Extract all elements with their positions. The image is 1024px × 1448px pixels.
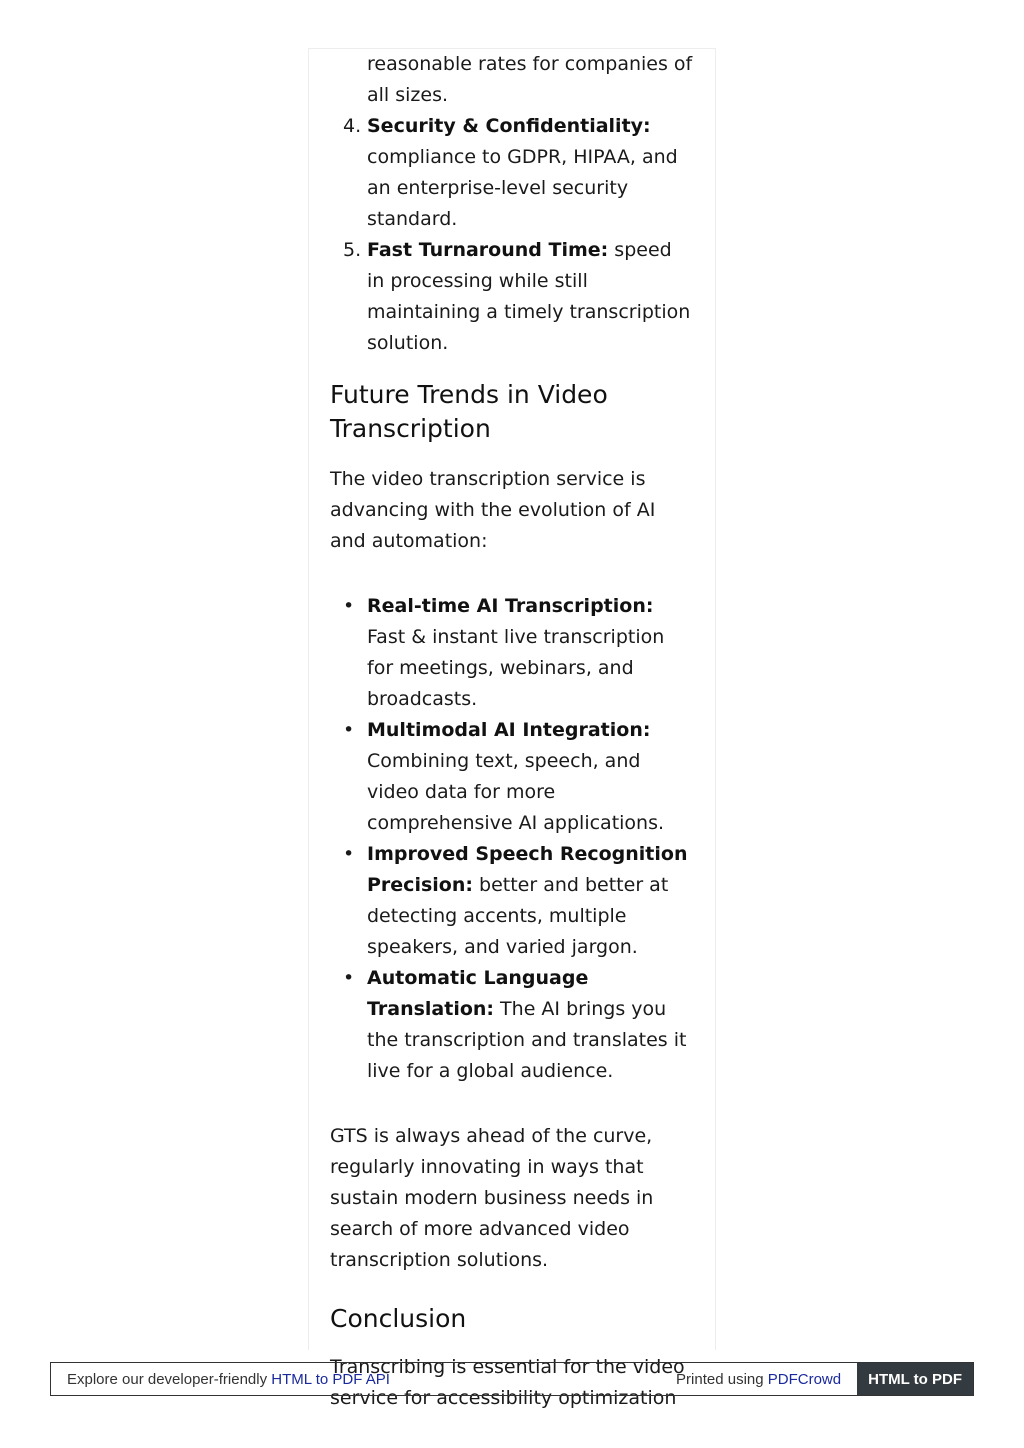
footer-printed	[676, 1371, 857, 1388]
list-item-title: Automatic Language Translation:	[367, 967, 589, 1020]
bullet-icon: •	[343, 843, 355, 865]
list-item-title: Improved Speech Recognition Precision:	[367, 843, 688, 896]
list-item-title: Security & Confidentiality:	[367, 115, 651, 137]
pdfcrowd-link[interactable]: PDFCrowd	[767, 1370, 842, 1388]
item-continuation-text: reasonable rates for companies of all sizes.	[367, 53, 693, 106]
list-item-text: compliance to GDPR, HIPAA, and an enterprise-level security standard.	[367, 146, 678, 230]
bullet-icon: •	[343, 719, 355, 741]
list-item-text: speed in processing while still maintaining a timely transcription solution.	[367, 239, 691, 354]
list-number: 4.	[343, 115, 362, 137]
conclusion-paragraph: Transcribing is essential for the video service for accessibility optimization	[330, 1356, 685, 1409]
list-number: 5.	[343, 239, 362, 261]
list-item	[343, 839, 693, 963]
list-item	[343, 235, 693, 359]
numbered-list-continued	[330, 49, 693, 359]
gts-paragraph: GTS is always ahead of the curve, regularly innovating in ways that sustain modern business needs in search of more advanced video transcription solutions.	[330, 1125, 654, 1271]
conclusion-heading: Conclusion	[330, 1304, 467, 1333]
bullet-icon: •	[343, 967, 355, 989]
pdf-footer-bar	[50, 1362, 974, 1396]
list-item	[343, 591, 693, 715]
list-item-text: The AI brings you the transcription and translates it live for a global audience.	[367, 998, 687, 1082]
html-to-pdf-badge[interactable]: HTML to PDF	[857, 1363, 973, 1395]
list-item	[343, 111, 693, 235]
list-item-text: Combining text, speech, and video data for more comprehensive AI applications.	[367, 750, 665, 834]
bullet-icon: •	[343, 595, 355, 617]
future-intro-paragraph: The video transcription service is advancing with the evolution of AI and automation:	[330, 468, 656, 552]
list-item-title: Real-time AI Transcription:	[367, 595, 654, 617]
trends-list	[330, 591, 693, 1087]
list-item-title: Fast Turnaround Time:	[367, 239, 609, 261]
list-item-text: better and better at detecting accents, multiple speakers, and varied jargon.	[367, 874, 669, 958]
footer-explore	[51, 1371, 676, 1388]
future-trends-heading: Future Trends in Video Transcription	[330, 380, 608, 443]
html-to-pdf-api-link[interactable]: HTML to PDF API	[271, 1370, 390, 1388]
list-item-title: Multimodal AI Integration:	[367, 719, 651, 741]
list-item-text: Fast & instant live transcription for meetings, webinars, and broadcasts.	[367, 626, 665, 710]
list-item	[343, 963, 693, 1087]
footer-printed-text: Printed using	[676, 1370, 768, 1388]
footer-explore-text: Explore our developer-friendly	[67, 1370, 272, 1388]
list-item-continuation	[367, 49, 693, 111]
list-item	[343, 715, 693, 839]
